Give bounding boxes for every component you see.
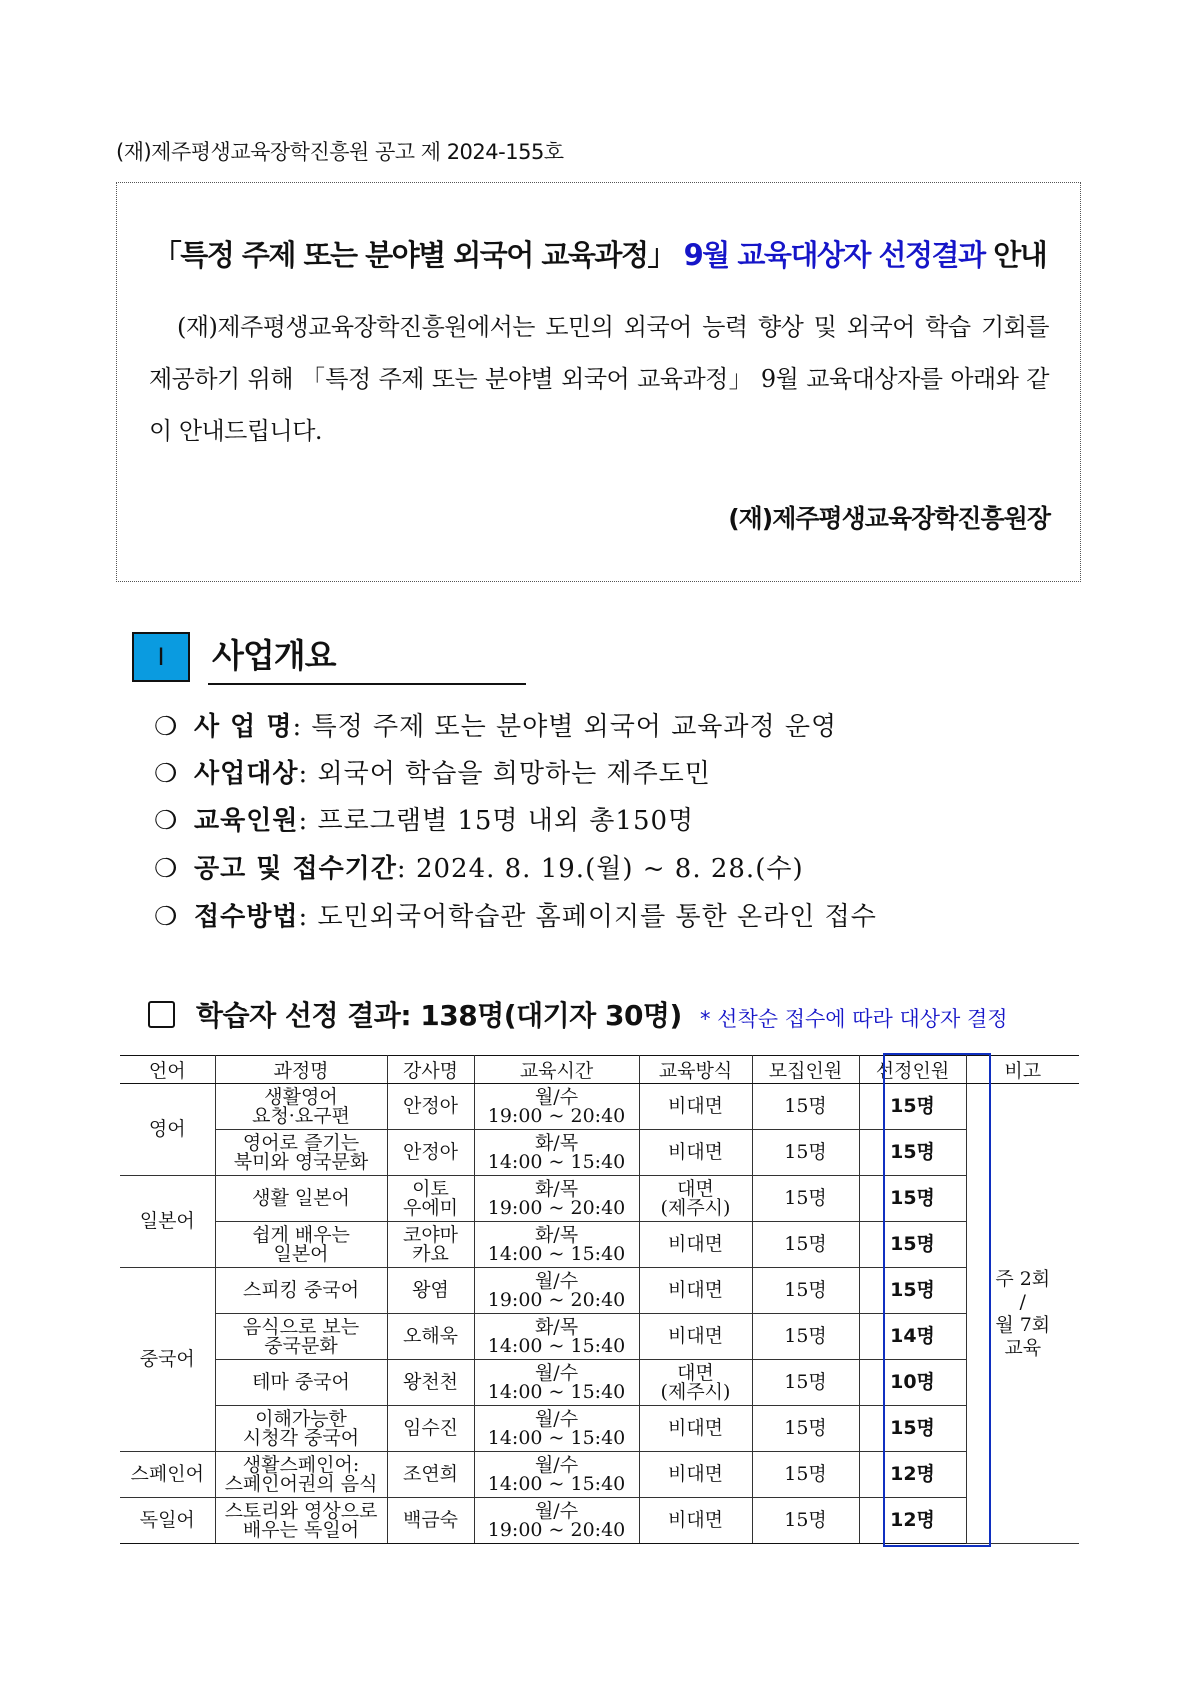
overview-label: 공고 및 접수기간 <box>194 854 397 884</box>
cell-course-line: 쉽게 배우는 <box>252 1223 350 1246</box>
cell-time <box>474 1498 639 1544</box>
cell-course <box>215 1314 387 1360</box>
cell-course <box>215 1176 387 1222</box>
cell-course-line: 북미와 영국문화 <box>233 1150 369 1173</box>
cell-method-line: 대면 <box>677 1361 714 1384</box>
cell-method-line: 비대면 <box>667 1509 724 1531</box>
cell-quota: 15명 <box>752 1176 859 1222</box>
checkbox-icon <box>148 1001 175 1028</box>
cell-language: 영어 <box>120 1084 215 1176</box>
cell-time <box>474 1452 639 1498</box>
cell-time-line: 월/수 <box>534 1499 579 1522</box>
cell-method-line: (제주시) <box>660 1380 731 1403</box>
cell-selected: 12명 <box>859 1498 966 1544</box>
overview-label: 접수방법 <box>194 902 299 932</box>
cell-selected: 10명 <box>859 1360 966 1406</box>
overview-item <box>154 800 694 837</box>
cell-time <box>474 1406 639 1452</box>
cell-quota: 15명 <box>752 1360 859 1406</box>
cell-course-line: 생활영어 <box>264 1085 338 1108</box>
cell-course-line: 이해가능한 <box>255 1407 347 1430</box>
overview-value: : 프로그램별 15명 내외 총150명 <box>298 806 695 836</box>
cell-course-line: 음식으로 보는 <box>242 1315 360 1338</box>
cell-selected: 12명 <box>859 1452 966 1498</box>
cell-quota: 15명 <box>752 1222 859 1268</box>
cell-time-line: 화/목 <box>534 1315 579 1338</box>
cell-time-line: 화/목 <box>534 1131 579 1154</box>
result-heading <box>196 994 682 1034</box>
cell-instructor-line: 안정아 <box>402 1141 459 1163</box>
cell-time <box>474 1360 639 1406</box>
cell-note-line: 교육 <box>1004 1336 1042 1359</box>
cell-course-line: 스페인어권의 음식 <box>224 1472 378 1495</box>
cell-instructor <box>387 1268 474 1314</box>
cell-course-line: 스토리와 영상으로 <box>224 1499 378 1522</box>
cell-instructor-line: 안정아 <box>402 1095 459 1117</box>
cell-course <box>215 1498 387 1544</box>
cell-method <box>639 1176 752 1222</box>
cell-quota: 15명 <box>752 1314 859 1360</box>
cell-instructor <box>387 1176 474 1222</box>
cell-time-line: 14:00 ~ 15:40 <box>487 1242 626 1265</box>
cell-time-line: 화/목 <box>534 1223 579 1246</box>
cell-selected: 15명 <box>859 1222 966 1268</box>
cell-instructor <box>387 1360 474 1406</box>
cell-language: 중국어 <box>120 1268 215 1452</box>
cell-method <box>639 1314 752 1360</box>
overview-item <box>154 848 804 885</box>
cell-course <box>215 1360 387 1406</box>
cell-time-line: 14:00 ~ 15:40 <box>487 1150 626 1173</box>
cell-time-line: 14:00 ~ 15:40 <box>487 1334 626 1357</box>
section-underline <box>208 683 526 685</box>
overview-item <box>154 896 877 933</box>
result-heading-label: 학습자 선정 결과: <box>196 999 412 1032</box>
overview-item <box>154 753 711 790</box>
cell-course-line: 일본어 <box>273 1242 329 1265</box>
cell-method-line: 비대면 <box>667 1325 724 1347</box>
notice-title-part2: 9월 교육대상자 선정결과 <box>683 238 985 272</box>
overview-label: 사업대상 <box>194 759 299 789</box>
cell-method <box>639 1268 752 1314</box>
cell-note-line: / <box>1019 1290 1026 1313</box>
cell-instructor <box>387 1498 474 1544</box>
notice-title-part1: 「특정 주제 또는 분야별 외국어 교육과정」 <box>152 238 675 272</box>
cell-instructor-line: 코야마 <box>402 1223 459 1246</box>
cell-method <box>639 1498 752 1544</box>
cell-course-line: 시청각 중국어 <box>242 1426 360 1449</box>
cell-course-line: 생활 일본어 <box>252 1187 350 1209</box>
cell-method <box>639 1360 752 1406</box>
cell-instructor-line: 왕천천 <box>402 1371 459 1393</box>
header-time: 교육시간 <box>474 1056 639 1084</box>
notice-title-part3: 안내 <box>993 238 1047 272</box>
cell-method-line: 비대면 <box>667 1417 724 1439</box>
selected-column-highlight <box>883 1053 991 1547</box>
cell-course <box>215 1452 387 1498</box>
cell-quota: 15명 <box>752 1130 859 1176</box>
cell-time <box>474 1084 639 1130</box>
notice-body: (재)제주평생교육장학진흥원에서는 도민의 외국어 능력 향상 및 외국어 학습 기회를 제공하기 위해 「특정 주제 또는 분야별 외국어 교육과정」 9월 교육대상자를 아래와 같이 안내드립니다. <box>149 313 1049 445</box>
cell-course-line: 영어로 즐기는 <box>242 1131 360 1154</box>
cell-time-line: 월/수 <box>534 1453 579 1476</box>
cell-time <box>474 1176 639 1222</box>
cell-time-line: 월/수 <box>534 1269 579 1292</box>
cell-time-line: 14:00 ~ 15:40 <box>487 1426 626 1449</box>
cell-selected: 15명 <box>859 1268 966 1314</box>
cell-course-line: 테마 중국어 <box>252 1371 350 1393</box>
cell-quota: 15명 <box>752 1084 859 1130</box>
cell-method-line: (제주시) <box>660 1196 731 1219</box>
cell-method-line: 비대면 <box>667 1463 724 1485</box>
cell-time <box>474 1268 639 1314</box>
cell-instructor-line: 임수진 <box>402 1417 459 1439</box>
cell-instructor-line: 백금숙 <box>402 1509 459 1531</box>
notice-title <box>117 233 1082 274</box>
cell-course <box>215 1268 387 1314</box>
cell-time <box>474 1314 639 1360</box>
result-heading-value: 138명(대기자 30명) <box>420 999 682 1032</box>
cell-method <box>639 1452 752 1498</box>
cell-instructor <box>387 1222 474 1268</box>
cell-selected: 15명 <box>859 1406 966 1452</box>
bullet-circle-icon: ❍ <box>154 759 179 789</box>
cell-time-line: 19:00 ~ 20:40 <box>487 1104 626 1127</box>
cell-method <box>639 1222 752 1268</box>
cell-language: 스페인어 <box>120 1452 215 1498</box>
cell-time-line: 19:00 ~ 20:40 <box>487 1518 626 1541</box>
header-language: 언어 <box>120 1056 215 1084</box>
cell-instructor-line: 우에미 <box>402 1196 459 1219</box>
cell-instructor-line: 왕염 <box>412 1279 449 1301</box>
cell-time-line: 14:00 ~ 15:40 <box>487 1380 626 1403</box>
cell-instructor-line: 이토 <box>412 1177 449 1200</box>
cell-instructor <box>387 1314 474 1360</box>
overview-value: : 특정 주제 또는 분야별 외국어 교육과정 운영 <box>292 712 838 742</box>
cell-method-line: 비대면 <box>667 1095 724 1117</box>
cell-instructor-line: 오해욱 <box>402 1325 459 1347</box>
cell-time-line: 월/수 <box>534 1361 579 1384</box>
cell-quota: 15명 <box>752 1268 859 1314</box>
cell-note-line: 주 2회 <box>995 1267 1051 1290</box>
cell-course <box>215 1130 387 1176</box>
cell-course-line: 배우는 독일어 <box>242 1518 360 1541</box>
cell-instructor <box>387 1406 474 1452</box>
cell-time-line: 월/수 <box>534 1085 579 1108</box>
cell-method <box>639 1130 752 1176</box>
cell-language: 독일어 <box>120 1498 215 1544</box>
cell-course <box>215 1406 387 1452</box>
bullet-circle-icon: ❍ <box>154 902 179 932</box>
cell-method-line: 대면 <box>677 1177 714 1200</box>
cell-course-line: 요청·요구편 <box>252 1104 350 1127</box>
cell-selected: 14명 <box>859 1314 966 1360</box>
notice-box <box>116 182 1081 582</box>
cell-course <box>215 1084 387 1130</box>
cell-course-line: 중국문화 <box>264 1334 338 1357</box>
cell-time-line: 14:00 ~ 15:40 <box>487 1472 626 1495</box>
cell-note-line: 월 7회 <box>995 1313 1051 1336</box>
bullet-circle-icon: ❍ <box>154 712 179 742</box>
section-title: 사업개요 <box>212 636 336 675</box>
cell-instructor <box>387 1452 474 1498</box>
cell-method-line: 비대면 <box>667 1141 724 1163</box>
cell-time <box>474 1222 639 1268</box>
cell-selected: 15명 <box>859 1130 966 1176</box>
overview-value: : 도민외국어학습관 홈페이지를 통한 온라인 접수 <box>298 902 877 932</box>
overview-value: : 외국어 학습을 희망하는 제주도민 <box>298 759 711 789</box>
cell-language: 일본어 <box>120 1176 215 1268</box>
cell-instructor <box>387 1130 474 1176</box>
bullet-circle-icon: ❍ <box>154 806 179 836</box>
cell-quota: 15명 <box>752 1406 859 1452</box>
cell-selected: 15명 <box>859 1084 966 1130</box>
notice-number: (재)제주평생교육장학진흥원 공고 제 2024-155호 <box>116 140 564 164</box>
cell-method <box>639 1084 752 1130</box>
cell-course-line: 생활스페인어: <box>242 1453 360 1476</box>
header-method: 교육방식 <box>639 1056 752 1084</box>
cell-course-line: 스피킹 중국어 <box>242 1279 360 1301</box>
cell-time-line: 19:00 ~ 20:40 <box>487 1288 626 1311</box>
cell-method <box>639 1406 752 1452</box>
overview-value: : 2024. 8. 19.(월) ~ 8. 28.(수) <box>396 854 804 884</box>
notice-signature: (재)제주평생교육장학진흥원장 <box>728 504 1050 533</box>
cell-instructor <box>387 1084 474 1130</box>
bullet-circle-icon: ❍ <box>154 854 179 884</box>
cell-time-line: 월/수 <box>534 1407 579 1430</box>
cell-instructor-line: 카요 <box>412 1242 449 1265</box>
cell-quota: 15명 <box>752 1498 859 1544</box>
cell-time-line: 19:00 ~ 20:40 <box>487 1196 626 1219</box>
header-course: 과정명 <box>215 1056 387 1084</box>
result-note: * 선착순 접수에 따라 대상자 결정 <box>700 1007 1008 1031</box>
overview-label: 교육인원 <box>194 806 299 836</box>
cell-method-line: 비대면 <box>667 1279 724 1301</box>
header-note: 비고 <box>966 1056 1079 1084</box>
overview-item <box>154 706 837 743</box>
header-instructor: 강사명 <box>387 1056 474 1084</box>
overview-label: 사 업 명 <box>194 712 293 742</box>
header-selected: 선정인원 <box>859 1056 966 1084</box>
cell-selected: 15명 <box>859 1176 966 1222</box>
cell-time-line: 화/목 <box>534 1177 579 1200</box>
section-number-badge: Ⅰ <box>132 632 190 682</box>
cell-method-line: 비대면 <box>667 1233 724 1255</box>
cell-time <box>474 1130 639 1176</box>
cell-course <box>215 1222 387 1268</box>
cell-instructor-line: 조연희 <box>402 1463 459 1485</box>
header-quota: 모집인원 <box>752 1056 859 1084</box>
cell-quota: 15명 <box>752 1452 859 1498</box>
